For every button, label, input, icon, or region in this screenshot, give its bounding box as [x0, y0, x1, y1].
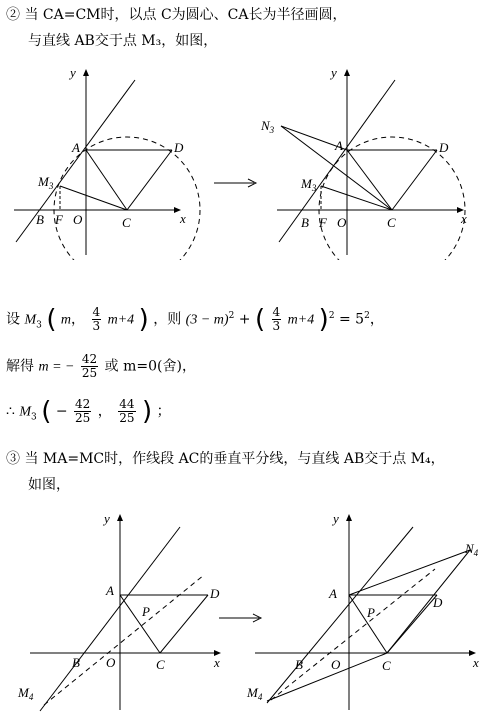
label-c-3: C: [156, 657, 165, 672]
section2-line1: [6, 4, 347, 24]
solve-line-therefore: ∴ $M_3$ ( − $\frac{42}{25}$ ， $\frac{44}{25}$ ) ；: [6, 396, 171, 427]
label-y: y: [70, 65, 76, 80]
section2-text1: 当 CA=CM时，以点 C为圆心、CA长为半径画圆，: [24, 7, 347, 23]
label-o-3: O: [106, 655, 116, 670]
label-y-4: y: [333, 511, 339, 526]
transition-arrow-1: [210, 173, 260, 193]
figure-2-right: [255, 60, 475, 260]
label-n3: $N_3$: [261, 118, 275, 135]
label-x-2: x: [461, 211, 467, 226]
label-x: x: [180, 211, 186, 226]
label-x-3: x: [214, 655, 220, 670]
figure-3-right: [245, 505, 490, 715]
section3-text1: 当 MA=MC时，作线段 AC的垂直平分线，与直线 AB交于点 M₄，: [24, 451, 445, 467]
section2-text2: 与直线 AB交于点 M₃，如图，: [28, 33, 218, 49]
figure-2-left: [0, 60, 220, 260]
label-m3-2: $M_3$: [301, 176, 317, 193]
label-n4: $N_4$: [465, 541, 479, 558]
label-b-4: B: [295, 657, 303, 672]
label-c-4: C: [382, 658, 391, 673]
dashed-circle: [54, 137, 200, 260]
label-f-2: F: [319, 215, 327, 230]
section3-line2: [28, 474, 70, 494]
label-d-4: D: [433, 595, 443, 610]
label-d: D: [174, 140, 184, 155]
label-d-2: D: [439, 140, 449, 155]
section2-line2: [28, 30, 217, 50]
figure-3-left: [0, 505, 230, 715]
label-x-4: x: [473, 655, 479, 670]
label-m3: $M_3$: [38, 174, 54, 191]
label-b-3: B: [72, 655, 80, 670]
segment-cd: [127, 150, 172, 210]
label-m4: $M_4$: [18, 685, 34, 702]
label-a-2: A: [335, 138, 343, 153]
label-p-4: P: [367, 605, 375, 620]
section3-text2: 如图，: [28, 477, 70, 493]
label-d-3: D: [210, 586, 220, 601]
label-a-3: A: [106, 583, 114, 598]
label-b-2: B: [301, 215, 309, 230]
section3-line1: [6, 448, 445, 468]
label-o: O: [73, 212, 83, 227]
label-a-4: A: [329, 586, 337, 601]
label-o-2: O: [337, 215, 347, 230]
solve-line-result: 解得 m = − $\frac{42}{25}$ 或 m=0(舍)，: [6, 352, 196, 380]
label-b: B: [36, 212, 44, 227]
label-c: C: [122, 215, 131, 230]
section3-marker: ③: [6, 451, 20, 467]
label-y-2: y: [331, 65, 337, 80]
solve-line-set: 设 $M_3$ ( m， $\frac{4}{3}$ m+4 ) ，则 $(3 - m)^2$ + ( $\frac{4}{3}$ m+4 )$^2 = 5^2$，: [6, 304, 384, 335]
label-m4-2: $M_4$: [247, 685, 263, 702]
label-f: F: [55, 212, 63, 227]
label-y-3: y: [104, 511, 110, 526]
label-p-3: P: [142, 604, 150, 619]
label-a: A: [72, 140, 80, 155]
section2-marker: ②: [6, 7, 20, 23]
label-c-2: C: [387, 215, 396, 230]
segment-ac: [86, 150, 127, 210]
label-o-4: O: [331, 657, 341, 672]
segment-m3c: [60, 186, 127, 210]
